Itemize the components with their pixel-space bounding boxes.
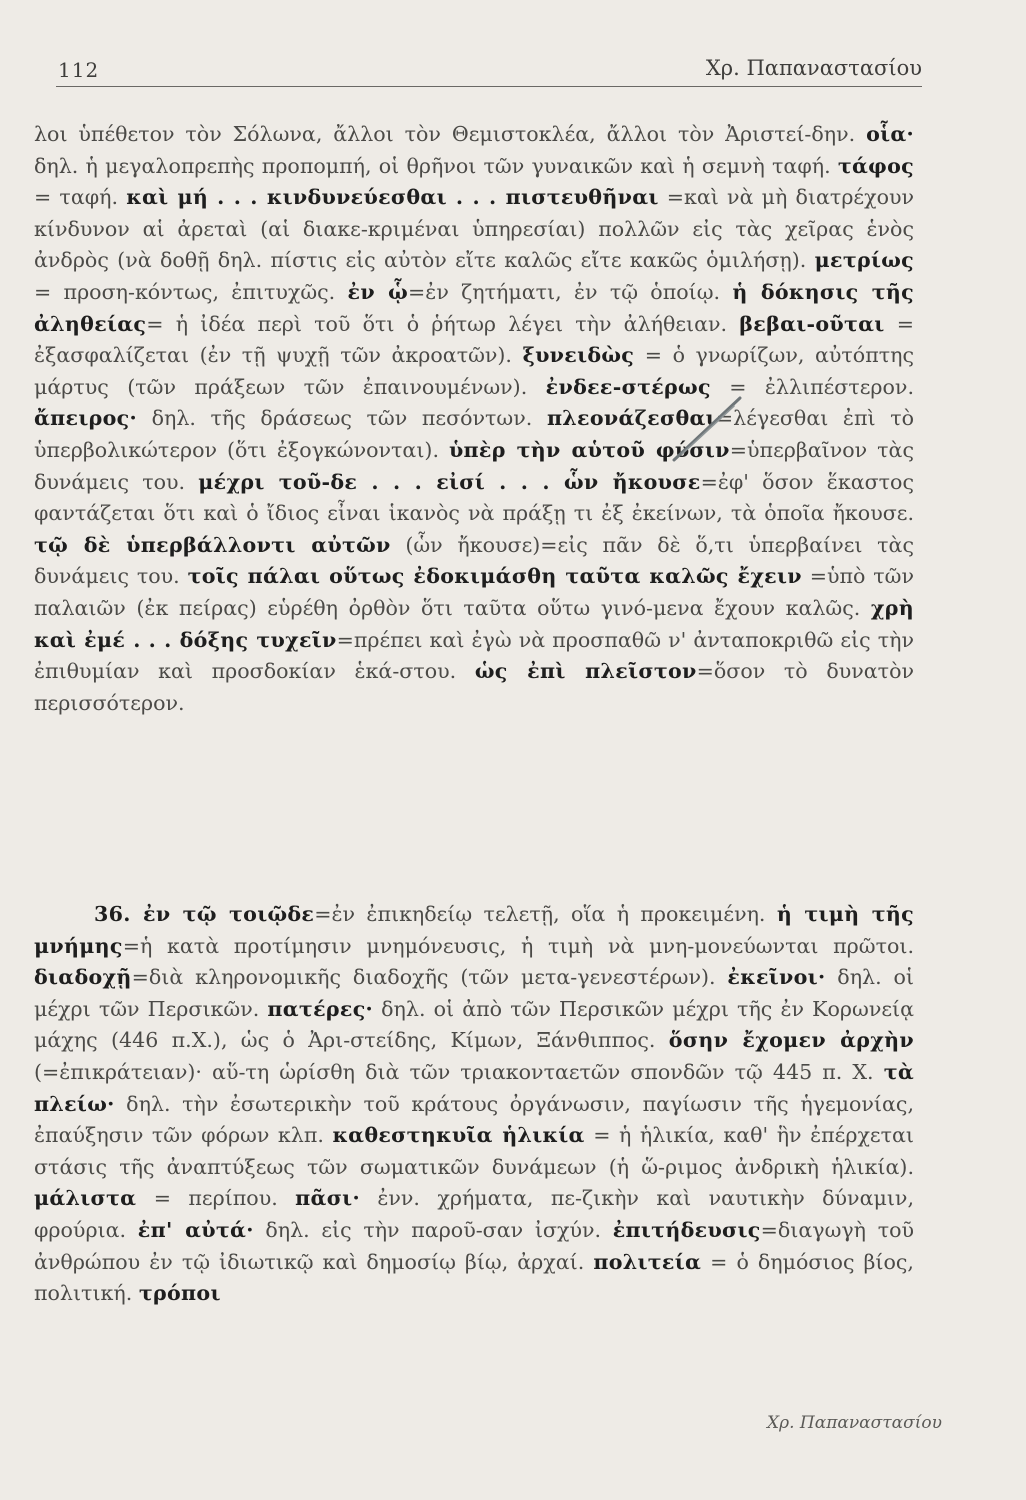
lemma-term: μέχρι τοῦ-δε . . . εἰσί . . . ὧν ἤκουσε: [198, 469, 701, 494]
lemma-term: καθεστηκυῖα ἡλικία: [332, 1123, 585, 1148]
lemma-term: ἐνδεε-στέρως: [545, 374, 711, 399]
gloss-text: δηλ. οἱ ἀπὸ τῶν Περσικῶν μέχρι τῆς ἐν Κορωνείᾳ μάχης (446 π.Χ.), ὡς ὁ Ἀρι-στείδης, Κίμων, Ξάνθιππος.: [34, 996, 914, 1053]
gloss-text: =ἐν ἐπικηδείῳ τελετῇ, οἵα ἡ προκειμένη.: [314, 902, 777, 926]
pen-stroke-mark: [672, 392, 744, 462]
gloss-text: =διὰ κληρονομικῆς διαδοχῆς (τῶν μετα-γενεστέρων).: [131, 965, 728, 990]
gloss-text: δηλ. οἱ μέχρι τῶν Περσικῶν.: [34, 965, 914, 1021]
page-number: 112: [58, 58, 100, 82]
lemma-term: ἡ δόκησις τῆς ἀληθείας: [34, 279, 914, 336]
gloss-text: =διαγωγὴ τοῦ ἀνθρώπου ἐν τῷ ἰδιωτικῷ καὶ δημοσίῳ βίῳ, ἀρχαί.: [34, 1217, 915, 1274]
page-header: [56, 56, 922, 87]
gloss-text: =πρέπει καὶ ἐγὼ νὰ προσπαθῶ ν' ἀνταποκριθῶ εἰς τὴν ἐπιθυμίαν καὶ προσδοκίαν ἑκά-στου.: [34, 627, 914, 684]
gloss-text: = περίπου.: [136, 1186, 296, 1211]
gloss-text: λοι ὑπέθετον τὸν Σόλωνα, ἄλλοι τὸν Θεμιστοκλέα, ἄλλοι τὸν Ἀριστεί-δην.: [34, 122, 867, 146]
gloss-text: =ἐφ' ὅσον ἕκαστος φαντάζεται ὅτι καὶ ὁ ἴδιος εἶναι ἱκανὸς νὰ πράξῃ τι ἐξ ἐκείνων, τὰ ὁποῖα ἤκουσε.: [34, 469, 914, 526]
gloss-text: (ὧν ἤκουσε)=εἰς πᾶν δὲ ὅ,τι ὑπερβαίνει τὰς δυνάμεις του.: [34, 532, 914, 589]
lemma-term: μάλιστα: [34, 1186, 137, 1211]
lemma-term: ὅσην ἔχομεν ἀρχὴν: [668, 1028, 914, 1053]
lemma-term: ξυνειδὼς: [522, 343, 635, 368]
lemma-term: χρὴ καὶ ἐμέ . . . δόξης τυχεῖν: [34, 595, 914, 652]
gloss-text: δηλ. εἰς τὴν παροῦ-σαν ἰσχύν.: [253, 1217, 613, 1242]
gloss-text: δηλ. τῆς δράσεως τῶν πεσόντων.: [136, 406, 547, 431]
gloss-text: ἐνν. χρήματα, πε-ζικὴν καὶ ναυτικὴν δύναμιν, φρούρια.: [34, 1186, 914, 1242]
commentary-paragraph-1: [34, 119, 914, 719]
gloss-text: =ἡ κατὰ προτίμησιν μνημόνευσις, ἡ τιμὴ νὰ μνη-μονεύωνται πρῶτοι.: [122, 933, 914, 958]
lemma-term: τὰ πλείω·: [34, 1059, 914, 1116]
running-head: Χρ. Παπαναστασίου: [705, 56, 922, 80]
commentary-paragraph-2: [34, 899, 914, 1310]
gloss-text: =ὑπὸ τῶν παλαιῶν (ἐκ πείρας) εὑρέθη ὀρθὸν ὅτι ταῦτα οὕτω γινό-μενα ἔχουν καλῶς.: [34, 564, 914, 620]
gloss-text: (=ἐπικράτειαν)· αὕ-τη ὡρίσθη διὰ τῶν τριακονταετῶν σπονδῶν τῷ 445 π. Χ.: [34, 1059, 884, 1084]
lemma-term: τοῖς πάλαι οὕτως ἐδοκιμάσθη ταῦτα καλῶς ἔχειν: [187, 564, 802, 589]
gloss-text: = ὁ δημόσιος βίος, πολιτική.: [34, 1249, 914, 1306]
lemma-term: 36. ἐν τῷ τοιῷδε: [94, 902, 315, 926]
lemma-term: καὶ μή . . . κινδυνεύεσθαι . . . πιστευθῆναι: [126, 185, 659, 210]
gloss-text: =ὅσον τὸ δυνατὸν περισσότερον.: [34, 659, 914, 715]
lemma-term: ἐκεῖνοι·: [727, 965, 826, 990]
footer-signature: Χρ. Παπαναστασίου: [766, 1413, 942, 1433]
lemma-term: τρόποι: [138, 1281, 221, 1306]
lemma-term: βεβαι-οῦται: [739, 311, 885, 336]
gloss-text: = ὁ γνωρίζων, αὐτόπτης μάρτυς (τῶν πράξεων τῶν ἐπαινουμένων).: [34, 343, 914, 399]
lemma-term: τῷ δὲ ὑπερβάλλοντι αὐτῶν: [34, 532, 391, 557]
lemma-term: ὑπὲρ τὴν αὑτοῦ φύσιν: [448, 437, 730, 462]
lemma-term: διαδοχῇ: [34, 965, 132, 990]
gloss-text: = ἐξασφαλίζεται (ἐν τῇ ψυχῇ τῶν ἀκροατῶν).: [34, 311, 914, 368]
lemma-term: πολιτεία: [593, 1249, 702, 1274]
gloss-text: δηλ. ἡ μεγαλοπρεπὴς προπομπή, οἱ θρῆνοι τῶν γυναικῶν καὶ ἡ σεμνὴ ταφή.: [34, 153, 838, 178]
lemma-term: ἡ τιμὴ τῆς μνήμης: [34, 902, 914, 958]
lemma-term: πατέρες·: [267, 996, 374, 1021]
gloss-text: δηλ. τὴν ἐσωτερικὴν τοῦ κράτους ὀργάνωσιν, παγίωσιν τῆς ἡγεμονίας, ἐπαύξησιν τῶν φόρων κλπ.: [34, 1091, 914, 1148]
lemma-term: οἷα·: [866, 122, 914, 146]
gloss-text: = ἐλλιπέστερον.: [710, 374, 914, 399]
gloss-text: = ἡ ἡλικία, καθ' ἣν ἐπέρχεται στάσις τῆς ἀναπτύξεως τῶν σωματικῶν δυνάμεων (ἡ ὥ-ριμος ἀνδρικὴ ἡλικία).: [34, 1123, 914, 1179]
gloss-text: =λέγεσθαι ἐπὶ τὸ ὑπερβολικώτερον (ὅτι ἐξογκώνονται).: [34, 406, 915, 462]
lemma-term: ἄπειρος·: [34, 406, 137, 431]
lemma-term: ἐπ' αὐτά·: [137, 1217, 254, 1242]
gloss-text: = ἡ ἰδέα περὶ τοῦ ὅτι ὁ ῥήτωρ λέγει τὴν ἀλήθειαν.: [146, 311, 740, 336]
lemma-term: ὡς ἐπὶ πλεῖστον: [474, 659, 697, 684]
lemma-term: ἐπιτήδευσις: [612, 1217, 761, 1242]
gloss-text: =ὑπερβαῖνον τὰς δυνάμεις του.: [34, 437, 914, 494]
gloss-text: = προση-κόντως, ἐπιτυχῶς.: [34, 279, 348, 304]
lemma-term: πλεονάζεσθαι: [546, 406, 716, 431]
gloss-text: =καὶ νὰ μὴ διατρέχουν κίνδυνον αἱ ἀρεταὶ (αἱ διακε-κριμέναι ὑπηρεσίαι) πολλῶν εἰς τὰς χεῖρας ἑνὸς ἀνδρὸς (νὰ δοθῇ δηλ. πίστις εἰς αὐτὸν εἴτε καλῶς εἴτε κακῶς ὁμιλήσῃ).: [34, 185, 915, 273]
lemma-term: πᾶσι·: [295, 1186, 360, 1211]
gloss-text: = ταφή.: [34, 185, 127, 210]
lemma-term: μετρίως: [814, 248, 914, 273]
lemma-term: τάφος: [837, 153, 914, 178]
gloss-text: =ἐν ζητήματι, ἐν τῷ ὁποίῳ.: [408, 279, 733, 304]
lemma-term: ἐν ᾧ: [347, 279, 409, 304]
